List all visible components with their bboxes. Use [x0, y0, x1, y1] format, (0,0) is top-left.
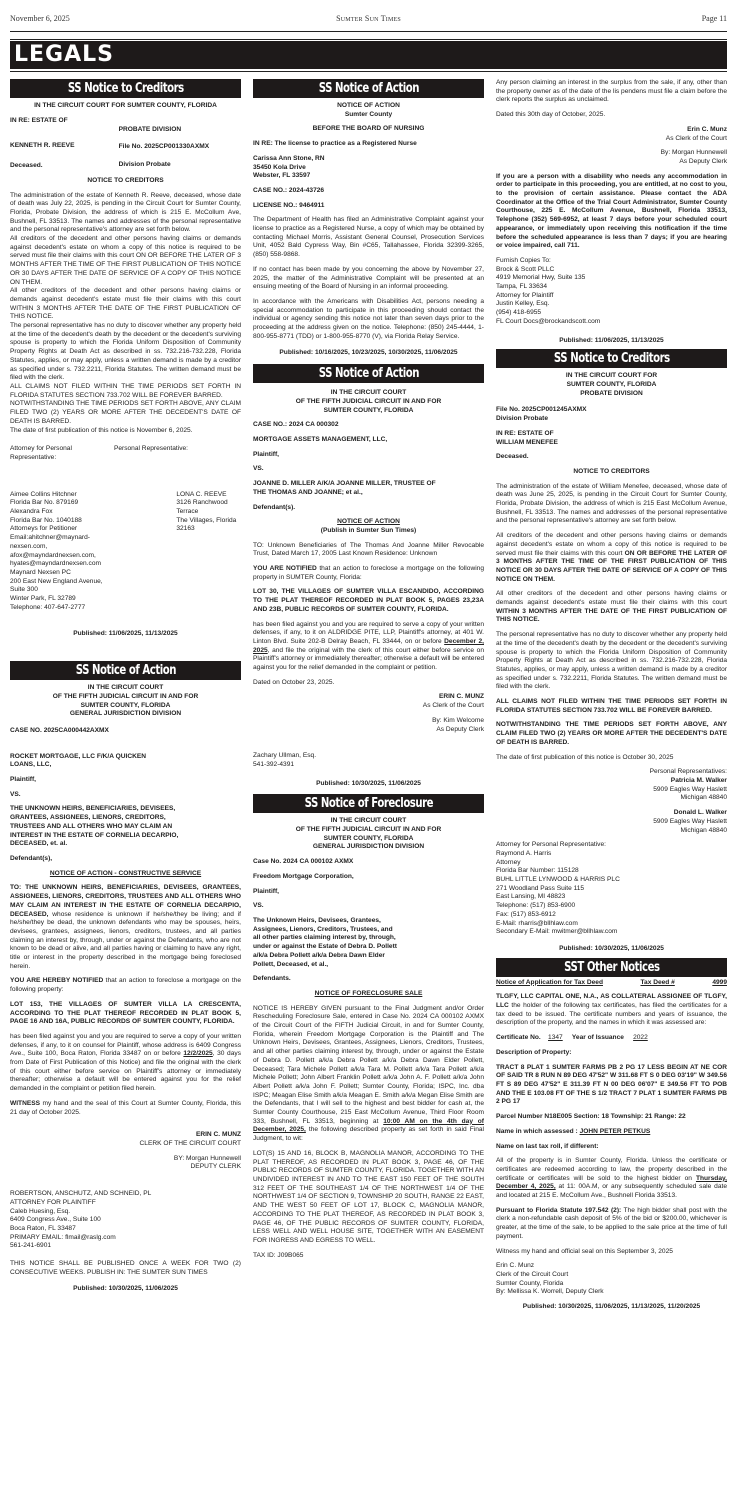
assessed-name: JOHN PETER PETKUS: [579, 1127, 651, 1135]
email: PRIMARY EMAIL: flmail@raslg.com: [10, 1233, 116, 1241]
deputy-title: As Deputy Clerk: [436, 725, 484, 733]
notice-header-bar: SS Notice of Action: [10, 661, 241, 680]
file-number: File No. 2025CP001330AXMX: [118, 143, 210, 151]
license-number: LICENSE NO.: 9464911: [253, 201, 325, 209]
tax-deed-label: Tax Deed #: [640, 978, 675, 986]
deputy-title: DEPUTY CLERK: [190, 1163, 241, 1171]
phone: 541-392-4391: [253, 760, 295, 768]
paragraph: ALL CLAIMS NOT FILED WITHIN THE TIME PERIODS SET FORTH IN FLORIDA STATUTES SECTION 733.702 WILL BE FOREVER BARRED.: [10, 382, 241, 399]
paragraph: ALL CLAIMS NOT FILED WITHIN THE TIME PERIODS SET FORTH IN FLORIDA STATUTES SECTION 733.702 WILL BE FOREVER BARRED.: [496, 698, 727, 714]
clerk-title: As Clerk of the Court: [665, 134, 727, 142]
case-number: Case No. 2024 CA 000102 AXMX: [253, 858, 354, 866]
notice-header-bar: SS Notice of Action: [253, 79, 484, 98]
line: 6409 Congress Ave., Suite 100: [10, 1216, 101, 1224]
legal-description: LOT(S) 15 AND 16, BLOCK B, MAGNOLIA MANOR, ACCORDING TO THE PLAT THEREOF, AS RECORDED IN PLAT BOOK 3, PAGE 46, OF THE PUBLIC RECORDS OF SUMTER COUNTY, FLORIDA. TOGETHER WITH AN UNDIVIDED INTEREST IN AND TO THE EAST 150 FEET OF THE SOUTH 312 FEET OF THE SOUTHEAST 1/4 OF THE NORTHWEST 1/4 OF THE NORTHWEST 1/4 OF SECTION 9, TOWNSHIP 20 SOUTH, RANGE 22 EAST, AND THE WEST 50 FEET OF LOT 17, BLOCK C, MAGNOLIA MANOR, ACCORDING TO THE PLAT THEREOF, AS RECORDED IN PLAT BOOK 3, PAGE 46, OF THE PUBLIC RECORDS OF SUMTER COUNTY, FLORIDA, LESS WELL AND WELL HOUSE SITE, TOGETHER WITH AN EASEMENT FOR INGRESS AND EGRESS TO WELL.: [253, 1149, 484, 1244]
notice-title: NOTICE OF FORECLOSURE SALE: [314, 989, 423, 997]
attorney-label: Attorney for Personal Representative:: [10, 445, 72, 461]
plaintiff-name: Freedom Mortgage Corporation,: [253, 872, 354, 880]
line: NOTICE OF ACTION: [337, 102, 400, 109]
tax-id: TAX ID: J09B065: [253, 1251, 304, 1259]
to-bold: TO: THE UNKNOWN HEIRS, BENEFICIARIES, DEVISEES, GRANTEES, ASSIGNEES, LIENORS, CREDITORS, TRUSTEES AND ALL OTHERS WHO MAY CLAIM AN INTEREST IN THE ESTATE OF CORNELIA DECARPIO, DECEASED,: [10, 884, 241, 918]
deadline-date: December 2, 2025: [253, 637, 484, 654]
line: 200 East New England Avenue, Suite 300: [10, 577, 103, 594]
fax: Fax: (517) 853-6912: [496, 910, 556, 918]
court-heading: [10, 684, 241, 719]
rep-name: Donald L. Walker: [673, 809, 727, 817]
paragraph: In accordance with the Americans with Disabilities Act, persons needing a special accommodation to participate in this proceeding should contact the individual or agency sending this notice not later than seven days prior to the proceeding at the address given on the notice. Telephone: (850) 245-4444, 1-800-955-8771 (TDD) or 1-800-955-8770 (V), via Florida Relay Service.: [253, 297, 484, 340]
sale-date: 10:00 AM on the 4th day of December, 2025,: [253, 1117, 484, 1134]
rep-block: [176, 491, 241, 613]
paragraph: [10, 977, 241, 994]
defendants-label: Defendants.: [253, 975, 291, 983]
text: All of the property is in Sumter County, Florida. Unless the certificate or certificates are redeemed according to law, the property described in the certificate or certificates will be sold to the highest bidder on: [496, 1157, 727, 1182]
deputy-name: By: Morgan Hunnewell: [660, 149, 727, 157]
divider: [10, 71, 727, 72]
publish-note: THIS NOTICE SHALL BE PUBLISHED ONCE A WEEK FOR TWO (2) CONSECUTIVE WEEKS. PUBLISH IN: THE SUMTER SUN TIMES: [10, 1260, 241, 1276]
line: IN THE CIRCUIT COURT: [330, 389, 407, 397]
vs-label: VS.: [253, 465, 264, 473]
paragraph: [10, 884, 241, 971]
plaintiff-label: Plaintiff,: [253, 887, 280, 895]
sale-date: Thursday, December 4, 2025,: [496, 1174, 727, 1191]
published-dates: Published: 11/06/2025, 11/13/2025: [559, 336, 664, 344]
line: OF THE FIFTH JUDICIAL CIRCUIT IN AND FOR: [295, 397, 442, 405]
paragraph: TO: Unknown Beneficiaries of The Thomas And Joanne Miller Revocable Trust, Dated March 17, 2005 Last Known Residence: Unknown: [253, 541, 484, 558]
line: ATTORNEY FOR PLAINTIFF: [10, 1198, 96, 1206]
board: BEFORE THE BOARD OF NURSING: [312, 125, 425, 133]
paragraph: NOTWITHSTANDING THE TIME PERIODS SET FORTH ABOVE, ANY CLAIM FILED TWO (2) YEARS OR MORE AFTER THE DECEDENT'S DATE OF DEATH IS BARRED.: [10, 400, 241, 425]
line: Sumter County, Florida: [496, 1279, 564, 1287]
line: GENERAL JURISDICTION DIVISION: [312, 843, 425, 851]
court-heading: IN THE CIRCUIT COURT FOR SUMTER COUNTY, FLORIDA: [34, 102, 217, 109]
line: 5909 Eagles Way Haslett: [653, 785, 727, 793]
in-re: IN RE: The license to practice as a Registered Nurse: [253, 140, 417, 148]
published-dates: Published: 11/06/2025, 11/13/2025: [73, 630, 178, 638]
paragraph: Any person claiming an interest in the surplus from the sale, if any, other than the property owner as of the date of the lis pendens must file a claim before the clerk reports the surplus as unclaimed.: [496, 79, 727, 104]
paragraph: [253, 1005, 484, 1144]
line: Michigan 48840: [680, 826, 727, 834]
phone: (954) 418-6955: [496, 309, 542, 317]
respondent-address: [253, 155, 484, 181]
defendants-name: JOANNE D. MILLER A/K/A JOANNE MILLER, TRUSTEE OF THE THOMAS AND JOANNE; et al.,: [253, 480, 436, 496]
paragraph: [10, 1033, 241, 1094]
plaintiff-label: Plaintiff,: [10, 776, 37, 784]
paragraph: The administration of the estate of Kenneth R. Reeve, deceased, whose date of death was July 22, 2025, is pending in the Circuit Court for Sumter County, Florida, Probate Division, the address of which is 215 E. McCollum Ave, Bushnell, FL 33513. The names and addresses of the personal representative and the personal representative's attorney are set forth below.: [10, 191, 241, 234]
rep-name: Patricia M. Walker: [670, 777, 727, 784]
deputy-name: By: Kim Welcome: [432, 716, 484, 724]
parcel-number: Parcel Number N18E005 Section: 18 Township: 21 Range: 22: [496, 1113, 686, 1121]
paragraph: The date of first publication of this notice is October 30, 2025: [496, 753, 674, 761]
line: 35450 Kola Drive: [253, 163, 306, 171]
paragraph: NOTWITHSTANDING THE TIME PERIODS SET FORTH ABOVE, ANY CLAIM FILED TWO (2) YEARS OR MORE AFTER THE DECEDENT'S DATE OF DEATH IS BARRED.: [496, 721, 727, 746]
column-1: [10, 79, 241, 1304]
text: the holder of the following tax certificates, has filed the certificates for a tax deed to be issued. The certificate numbers and years of issuance, the description of the property, and the names in which it was assessed are:: [496, 1002, 727, 1027]
year-of-issuance: 2022: [633, 1034, 648, 1042]
lot-description: LOT 153, THE VILLAGES OF SUMTER VILLA LA CRESCENTA, ACCORDING TO THE PLAT THEREOF RECORDED IN PLAT BOOK 5, PAGE 16 AND 16A, PUBLIC RECORDS OF SUMTER COUNTY, FLORIDA.: [10, 1000, 241, 1026]
line: 3126 Ranchwood Terrace: [176, 499, 228, 516]
signature-labels: [10, 445, 241, 462]
notice-title: [253, 518, 484, 535]
to-rest: whose residence is unknown if he/she/they be living; and if he/she/they be dead, the unknown defendants who may be spouses, heirs, devisees, grantees, assignees, lienors, creditors, trustees, and all parties claiming an interest by, through, under or against the Defendants, who are not known to be dead or alive, and all parties having or claiming to have any right, title or interest in the property described in the mortgage being foreclosed herein.: [10, 910, 241, 970]
witness-bold: WITNESS: [10, 1099, 41, 1107]
deputy-title: As Deputy Clerk: [679, 157, 727, 165]
line: Boca Raton, FL 33487: [10, 1224, 76, 1232]
phone: Telephone: 407-647-2777: [10, 603, 86, 611]
line: East Lansing, MI 48823: [496, 893, 566, 901]
probate-division: PROBATE DIVISION: [118, 125, 182, 133]
published-dates: Published: 10/16/2025, 10/23/2025, 10/30/2025, 11/06/2025: [279, 349, 458, 357]
line: Winter Park, FL 32789: [10, 595, 76, 603]
defendants-name: THE UNKNOWN HEIRS, BENEFICIARIES, DEVISEES, GRANTEES, ASSIGNEES, LIENORS, CREDITORS, TRUSTEES AND ALL OTHERS WHO MAY CLAIM AN INTEREST IN THE ESTATE OF CORNELIA DECARPIO, DECEASED, et. al.: [10, 805, 179, 848]
plaintiff-label: Plaintiff,: [253, 450, 280, 458]
line: The Villages, Florida 32163: [176, 516, 237, 533]
notice-title: NOTICE TO CREDITORS: [87, 176, 164, 184]
line: SUMTER COUNTY, FLORIDA: [566, 380, 657, 388]
line: GENERAL JURISDICTION DIVISION: [69, 710, 182, 718]
line: Attorney for Plaintiff: [496, 291, 554, 299]
subtitle: (Publish in Sumter Sun Times): [320, 526, 417, 534]
divider: [10, 39, 727, 40]
assessed-row: [496, 1128, 727, 1137]
line: SUMTER COUNTY, FLORIDA: [80, 701, 171, 709]
clerk-name: ERIN C. MUNZ: [438, 693, 484, 701]
notice-header-bar: SS Notice of Foreclosure: [253, 794, 484, 813]
clerk-signature: [496, 126, 727, 167]
notified-bold: YOU ARE NOTIFIED: [253, 565, 317, 573]
email: FL Court Docs@brockandscott.com: [496, 317, 601, 325]
paragraph: All other creditors of the decedent and other persons having claims or demands against decedent's estate must file their claims with this court WITHIN 3 MONTHS AFTER THE DATE OF THE FIRST PUBLICATION OF THIS NOTICE.: [10, 287, 241, 321]
line: Attorney for Personal Representative:: [496, 841, 606, 849]
line: Sumter County: [344, 110, 393, 118]
tax-deed-header: [496, 979, 727, 988]
line: Tampa, FL 33634: [496, 283, 548, 291]
newspaper-name: Sumter Sun Times: [336, 14, 401, 23]
deceased-label: Deceased.: [10, 162, 43, 170]
column-2: [253, 79, 484, 1266]
email: Secondary E-Mail: mwitmer@bllhlaw.com: [496, 928, 618, 936]
statute: Pursuant to Florida Statute 197.542 (2):: [496, 1206, 622, 1214]
line: SUMTER COUNTY, FLORIDA: [323, 834, 414, 842]
published-dates: Published: 10/30/2025, 11/06/2025, 11/13/2025, 11/20/2025: [522, 1303, 701, 1311]
line: PROBATE DIVISION: [580, 389, 643, 397]
paragraph: [496, 1157, 727, 1201]
phone: Telephone: (517) 853-6900: [496, 902, 576, 910]
line: 271 Woodland Pass Suite 115: [496, 884, 585, 892]
line: Florida Bar No. 879169: [10, 499, 79, 507]
notice-title: NOTICE OF ACTION - CONSTRUCTIVE SERVICE: [49, 869, 202, 877]
representatives: [496, 768, 727, 835]
clerk-title: CLERK OF THE CIRCUIT COURT: [139, 1139, 241, 1147]
line: Maynard Nexsen PC: [10, 568, 71, 576]
email: hyates@mayndardnexsen.com: [10, 560, 101, 568]
plaintiff-name: ROCKET MORTGAGE, LLC F/K/A QUICKEN LOANS, LLC,: [10, 752, 147, 769]
line: OF THE FIFTH JUDICIAL CIRCUIT IN AND FOR: [295, 826, 442, 834]
deputy-name: BY: Morgan Hunnewell: [173, 1154, 241, 1162]
clerk-name: ERIN C. MUNZ: [195, 1131, 241, 1139]
vs-label: VS.: [10, 790, 21, 798]
year-label: Year of Issuance: [571, 1034, 624, 1042]
bold-text: ON OR BEFORE THE LATER OF 3 MONTHS AFTER THE TIME OF THE FIRST PUBLICATION OF THIS NOTICE OR 30 DAYS AFTER THE DATE OF SERVICE OF A COPY OF THIS NOTICE ON THEM.: [496, 549, 728, 583]
clerk-signature: [10, 1131, 241, 1172]
witness-rest: my hand and the seal of this Court at Sumter County, Florida, this 21 day of October 2025.: [10, 1099, 241, 1116]
division: Division Probate: [496, 415, 549, 423]
division: Division Probate: [118, 161, 171, 169]
attorney-block: [253, 752, 484, 769]
text: , and file the original with the clerk of this court either before service on Plaintiff's attorney or immediately thereafter; otherwise a default will be entered against you for the relief demanded in the complaint or petition.: [253, 646, 484, 672]
paragraph: [10, 1100, 241, 1117]
in-re: IN RE: ESTATE OF: [10, 116, 68, 124]
case-number: CASE NO.: 2024 CA 000302: [253, 421, 339, 429]
line: Alexandra Fox: [10, 508, 53, 516]
case-number: CASE NO. 2025CA000442AXMX: [10, 726, 109, 734]
decedent-name: KENNETH R. REEVE: [10, 142, 75, 150]
line: 4919 Memorial Hwy, Suite 135: [496, 274, 586, 282]
description-label: Description of Property:: [496, 1048, 572, 1056]
witness: Witness my hand and official seal on this September 3, 2025: [496, 1247, 673, 1255]
line: Aimee Collins Hitchner: [10, 490, 77, 498]
paragraph: [496, 1207, 727, 1242]
certificate-row: [496, 1034, 727, 1043]
certificate-number: 1347: [548, 1034, 563, 1042]
line: IN THE CIRCUIT COURT: [330, 817, 407, 825]
clerk-name: Erin C. Munz: [687, 125, 727, 133]
paragraph: [496, 993, 727, 1028]
divider: [10, 31, 727, 32]
line: Carissa Ann Stone, RN: [253, 154, 325, 162]
certificate-label: Certificate No.: [496, 1034, 541, 1042]
attorney-block: [496, 841, 727, 937]
line: Attorney: [496, 858, 521, 866]
defendants-name: The Unknown Heirs, Devisees, Grantees, Assignees, Lienors, Creditors, Trustees, and all other parties claiming interest by, through, under or against the Estate of Debra D. Pollett a/k/a Debra Pollett a/k/a Debra Dawn Elder Pollett, Deceased, et al.,: [253, 917, 397, 968]
line: Attorneys for Petitioner: [10, 525, 78, 533]
paragraph: [253, 621, 484, 673]
attorney-block: [10, 491, 114, 613]
court-heading: [253, 817, 484, 852]
line: LONA C. REEVE: [176, 490, 227, 498]
copies-block: [496, 257, 727, 327]
paragraph: [253, 565, 484, 582]
published-dates: Published: 10/30/2025, 11/06/2025: [559, 944, 664, 952]
paragraph: The personal representative has no duty to discover whether any property held at the time of the decedent's death by the decedent or the decedent's surviving spouse is property to which the Florida Uniform Disposition of Community Property Rights at Death Act as described in ss. 732.216-732.228, Florida Statutes, applies, or may apply, unless a written demand is made by a creditor as specified under s. 732.2211, Florida Statutes. The written demand must be filed with the clerk.: [10, 322, 241, 382]
title: NOTICE OF ACTION: [337, 518, 400, 526]
line: 5909 Eagles Way Haslett: [653, 817, 727, 825]
text: has been filed against you and you are required to serve a copy of your written defenses, if any, to it on counsel for Plaintiff, whose address is 6409 Congress Ave., Suite 100, Boca Raton, Florida 33487 on or before: [10, 1032, 241, 1058]
text: has been filed against you and you are required to serve a copy of your written defenses, if any, to it on ALDRIDGE PITE, LLP, Plaintiff's attorney, at 401 W. Linton Blvd. Suite 202-B Delray Beach, FL 33444, on or before: [253, 620, 484, 645]
line: Furnish Copies To:: [496, 256, 551, 264]
email: E-Mail: rharris@bllhlaw.com: [496, 919, 578, 927]
line: IN RE: ESTATE OF: [496, 429, 554, 437]
defendants-label: Defendant(s),: [10, 855, 53, 862]
clerk-title: As Clerk of the Court: [422, 702, 484, 710]
paragraph: The date of first publication of this notice is November 6, 2025.: [10, 426, 193, 434]
notice-title: NOTICE TO CREDITORS: [573, 467, 650, 475]
email: afox@mayndardnexsen.com,: [10, 551, 96, 559]
line: By: Mellissa K. Worrell, Deputy Clerk: [496, 1288, 604, 1296]
signature-blocks: [10, 491, 241, 613]
paragraph: The Department of Health has filed an Administrative Complaint against your license to practice as a Registered Nurse, a copy of which may be obtained by contacting Michael Morris, Assistant General Counsel, Prosecution Services Unit, 4052 Bald Cypress Way, Bin #C65, Tallahassee, Florida 32399-3265, (850) 558-9868.: [253, 216, 484, 259]
holder-name: TLGFY, LLC CAPITAL ONE, N.A., AS COLLATERAL ASSIGNEE OF TLGFY, LLC: [496, 993, 727, 1010]
deadline-date: 12/2/2025: [183, 1050, 213, 1058]
text: The high bidder shall post with the clerk a non-refundable cash deposit of 5% of the bid or $200.00, whichever is greater, at the time of the sale, to be applied to the sale price at the time of full payment.: [496, 1206, 727, 1240]
text: All other creditors of the decedent and other persons having claims or demands against decedent's estate must file their claims with this court: [496, 590, 727, 607]
tax-deed-number: 4999: [712, 978, 727, 986]
text: , 30 days from Date of First Publication of this Notice) and file the original with the clerk of this court either before service on Plaintiff's attorney or immediately thereafter; otherwise a default will be entered against you for the relief demanded in the complaint or petition filed herein.: [10, 1050, 241, 1093]
notice-heading: [253, 102, 484, 119]
line: BUHL LITTLE LYNWOOD & HARRIS PLC: [496, 876, 620, 884]
paragraph: The personal representative has no duty to discover whether any property held at the time of the decedent's death by the decedent or the decedent's surviving spouse is property to which the Florida Uniform Disposition of Community Property Rights at Death Act as described in ss. 732.216-732.228, Florida Statutes, applies, or may apply, unless a written demand is made by a creditor as specified under s. 732.2211, Florida Statutes. The written demand must be filed with the clerk.: [496, 631, 727, 691]
notified-rest: that an action to foreclose a mortgage on the following property:: [10, 977, 242, 994]
attorney-block: [10, 1190, 241, 1251]
in-re: [496, 430, 727, 447]
notice-type: Notice of Application for Tax Deed: [496, 978, 603, 986]
notified-bold: YOU ARE HEREBY NOTIFIED: [10, 977, 104, 985]
ada-notice: If you are a person with a disability who needs any accommodation in order to participate in this proceeding, you are entitled, at no cost to you, to the provision of certain assistance. Please contact the ADA Coordinator at the Office of the Trial Court Administrator, Sumter County Courthouse, 225 E. McCollum Avenue, Bushnell, Florida 33513, Telephone (352) 569-6952, at least 7 days before your scheduled court appearance, or immediately upon receiving this notification if the time before the scheduled appearance is less than 7 days; if you are hearing or voice impaired, call 711.: [496, 172, 727, 250]
notice-header-bar: SS Notice of Action: [253, 364, 484, 383]
court-heading: [496, 372, 727, 398]
column-3: [496, 79, 727, 1322]
page-number: Page 11: [701, 14, 727, 23]
notice-header-bar: SS Notice to Creditors: [10, 79, 241, 98]
line: Brock & Scott PLLC: [496, 265, 555, 273]
notified-rest: that an action to foreclose a mortgage on the following property in SUMTER County, Florida:: [253, 565, 484, 581]
notice-header-bar: SS Notice to Creditors: [496, 349, 727, 368]
line: ROBERTSON, ANSCHUTZ, AND SCHNEID, PL: [10, 1190, 152, 1198]
section-title: LEGALS: [10, 41, 727, 69]
line: Zachary Ullman, Esq.: [253, 752, 317, 760]
vs-label: VS.: [253, 902, 264, 910]
defendants-label: Defendant(s).: [253, 503, 296, 511]
line: SUMTER COUNTY, FLORIDA: [323, 406, 414, 414]
dated: Dated on October 23, 2025.: [253, 678, 335, 686]
line: Florida Bar Number: 115128: [496, 867, 579, 875]
bold-text: WITHIN 3 MONTHS AFTER THE DATE OF THE FIRST PUBLICATION OF THIS NOTICE.: [496, 607, 727, 624]
published-dates: Published: 10/30/2025, 11/06/2025: [73, 1285, 178, 1293]
court-heading: [253, 389, 484, 415]
line: Caleb Huesing, Esq.: [10, 1207, 71, 1215]
issue-date: November 6, 2025: [10, 14, 70, 23]
line: Florida Bar No. 1040188: [10, 516, 82, 524]
line: Erin C. Munz: [496, 1262, 535, 1270]
line: Michigan 48840: [680, 794, 727, 802]
paragraph: [496, 590, 727, 625]
last-roll-label: Name on last tax roll, if different:: [496, 1142, 599, 1150]
dated: Dated this 30th day of October, 2025.: [496, 111, 606, 119]
lot-description: LOT 30, THE VILLAGES OF SUMTER VILLA ESCANDIDO, ACCORDING TO THE PLAT THEREOF RECORDED IN PLAT BOOK 5, PAGES 23,23A AND 23B, PUBLIC RECORDS OF SUMTER COUNTY, FLORIDA.: [253, 588, 484, 613]
property-description: TRACT 8 PLAT 1 SUMTER FARMS PB 2 PG 17 LESS BEGIN AT NE COR OF SAID TR 8 RUN N 89 DEG 47'52" W 311.68 FT S 0 DEG 03'19" W 349.56 FT S 89 DEG 47'52" E 311.39 FT N 00 DEG 06'07" E 349.56 FT TO POB AND THE E 103.08 FT OF THE S 1/2 TRACT 7 PLAT 1 SUMTER FARMS PB 2 PG 17: [496, 1063, 727, 1106]
paragraph: All creditors of the decedent and other persons having claims or demands against decedent's estate on whom a copy of this notice is required to be served must file their claims with this court ON OR BEFORE THE LATER OF 3 MONTHS AFTER THE TIME OF THE FIRST PUBLICATION OF THIS NOTICE OR 30 DAYS AFTER THE DATE OF SERVICE OF A COPY OF THIS NOTICE ON THEM.: [10, 235, 241, 286]
deceased-label: Deceased.: [496, 453, 529, 461]
text: at 11: 00A.M, or any subsequently scheduled sale date and located at 215 E. McCollum Ave., Bushnell Florida 33513.: [496, 1183, 727, 1200]
clerk-signature: [496, 1262, 727, 1297]
paragraph: The administration of the estate of William Menefee, deceased, whose date of death was June 25, 2025, is pending in the Circuit Court for Sumter County, Florida, Probate Division, the address of which is 215 East McCollum Avenue, Bushnell, FL 33513. The names and addresses of the personal representative and the personal representative's attorney are set forth below.: [496, 482, 727, 525]
file-info: [496, 406, 727, 423]
line: Webster, FL 33597: [253, 172, 311, 180]
line: Raymond A. Harris: [496, 849, 552, 857]
rep-label: Personal Representative:: [113, 445, 188, 453]
line: Clerk of the Circuit Court: [496, 1270, 569, 1278]
line: IN THE CIRCUIT COURT FOR: [565, 372, 658, 380]
case-caption: [10, 117, 241, 171]
line: Justin Kelley, Esq.: [496, 300, 550, 308]
line: IN THE CIRCUIT COURT: [87, 684, 164, 692]
assessed-label: Name in which assessed :: [496, 1127, 580, 1135]
label: Personal Representatives:: [649, 768, 727, 776]
phone: 561-241-6901: [10, 1242, 52, 1250]
case-number: CASE NO.: 2024-43726: [253, 186, 325, 194]
text: NOTICE IS HEREBY GIVEN pursuant to the Final Judgment and/or Order Rescheduling Foreclosure Sale, entered in Case No. 2024 CA 000102 AXMX of the Circuit Court of the FIFTH Judicial Circuit, in and for Sumter County, Florida, wherein Freedom Mortgage Corporation is the Plaintiff and The Unknown Heirs, Devisees, Grantees, Assignees, Lienors, Creditors, Trustees, and all other parties claiming interest by, through, under or against the Estate of Debra D. Pollett a/k/a Debra Pollett a/k/a Debra Dawn Elder Pollett, Deceased; Tara Michele Pollett a/k/a Tara M. Pollett a/k/a Tara Pollett a/k/a Michele Pollett; John Albert Franklin Pollett a/k/a John A. F. Pollett a/k/a John Albert Pollett a/k/a John F. Pollett; Sumter County, Florida; ISPC, Inc. dba ISPC; Meagan Elise Smith a/k/a Meagan E. Smith a/k/a Megan Elise Smith are the Defendants, that I will sell to the highest and best bidder for cash at, the Sumter County Courthouse, 215 East McCollum Avenue, Third Floor Room 333, Bushnell, FL 33513, beginning at: [253, 1004, 484, 1125]
email: Email:ahitchner@maynard-nexsen.com,: [10, 534, 90, 550]
line: OF THE FIFTH JUDICIAL CIRCUIT IN AND FOR: [52, 692, 199, 700]
text: All creditors of the decedent and other persons having claims or demands against decedent's estate on whom a copy of this notice is required to be served must file their claims with this court: [496, 532, 727, 557]
published-dates: Published: 10/30/2025, 11/06/2025: [316, 779, 421, 787]
text: the following described property as set forth in said Final Judgment, to wit:: [253, 1126, 485, 1143]
clerk-signature: [253, 693, 484, 734]
paragraph: If no contact has been made by you concerning the above by November 27, 2025, the matter of the Administrative Complaint will be presented at an ensuing meeting of the Board of Nursing in an informal proceeding.: [253, 265, 484, 291]
file-number: File No. 2025CP001245AXMX: [496, 406, 587, 414]
notice-header-bar: SST Other Notices: [496, 958, 727, 977]
decedent-name: WILLIAM MENEFEE: [496, 438, 558, 446]
paragraph: [496, 532, 727, 584]
plaintiff-name: MORTGAGE ASSETS MANAGEMENT, LLC,: [253, 435, 388, 443]
